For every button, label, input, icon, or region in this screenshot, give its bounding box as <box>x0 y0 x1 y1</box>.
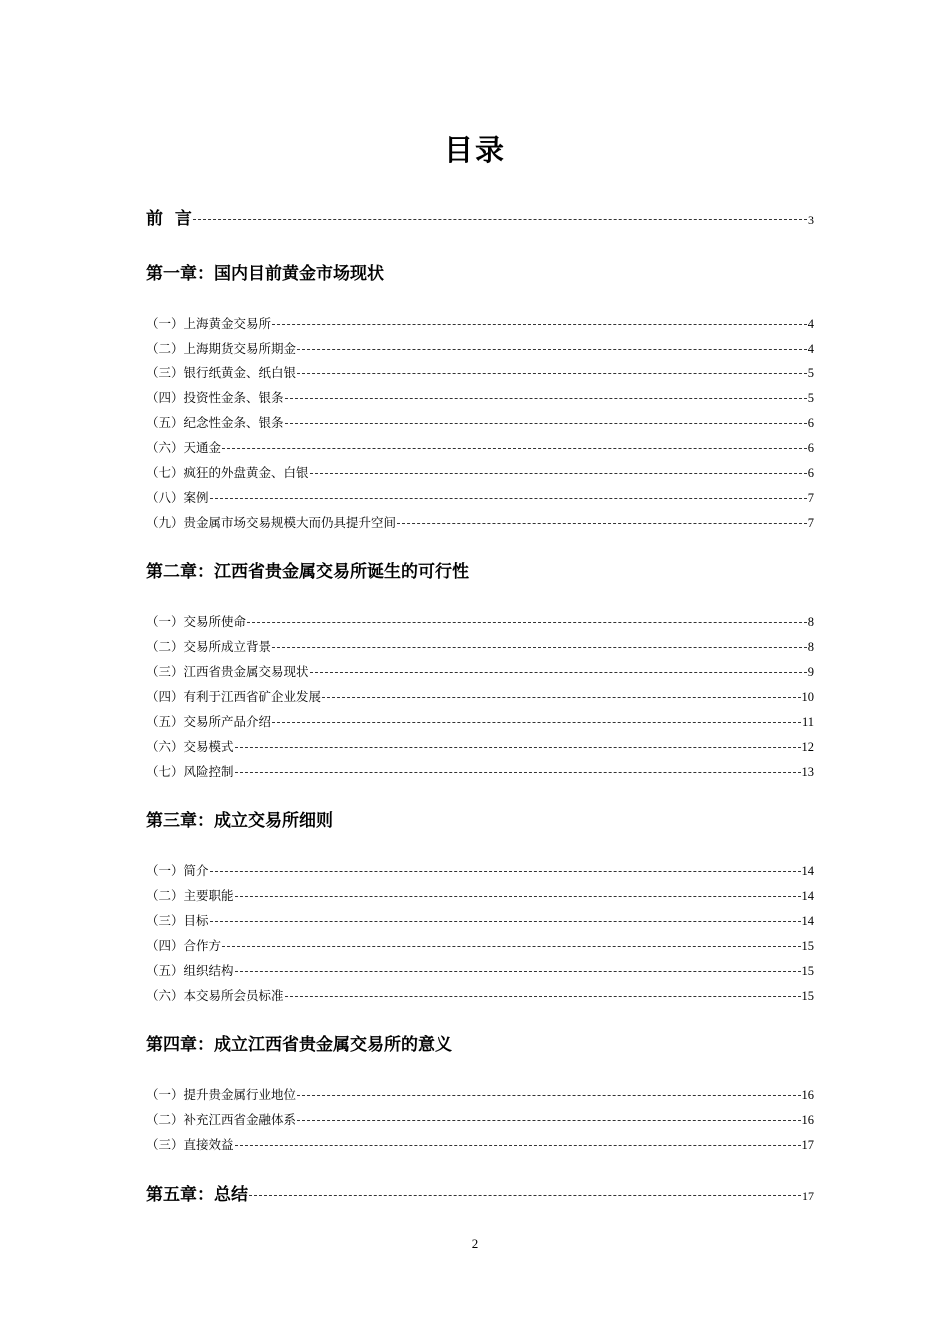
toc-entry-label: （六）交易模式 <box>146 739 234 754</box>
toc-entry[interactable] <box>146 612 814 632</box>
dot-leader <box>285 996 801 997</box>
dot-leader <box>272 647 807 648</box>
toc-entry-preface[interactable] <box>146 204 814 229</box>
toc-entry-page: 7 <box>807 491 814 505</box>
toc-entry-label: （四）合作方 <box>146 938 222 953</box>
toc-entry-label: （二）交易所成立背景 <box>146 639 272 654</box>
toc-entry[interactable] <box>146 762 814 782</box>
toc-entry-label: （一）交易所使命 <box>146 614 247 629</box>
toc-entry-page: 5 <box>807 391 814 405</box>
toc-entry-page: 7 <box>807 516 814 530</box>
dot-leader <box>285 423 807 424</box>
dot-leader <box>235 896 801 897</box>
toc-entry-label: （五）交易所产品介绍 <box>146 714 272 729</box>
dot-leader <box>193 219 807 220</box>
toc-entry-label: 前 言 <box>146 209 192 229</box>
toc-entry-page: 14 <box>801 864 814 878</box>
toc-entry-page: 15 <box>801 939 814 953</box>
toc-entry-label: （四）投资性金条、银条 <box>146 390 284 405</box>
toc-entry[interactable] <box>146 413 814 433</box>
toc-entry-page: 8 <box>807 615 814 629</box>
toc-entry[interactable] <box>146 388 814 408</box>
toc-entry[interactable] <box>146 438 814 458</box>
toc-entry-summary[interactable] <box>146 1180 814 1205</box>
toc-entry-page: 14 <box>801 889 814 903</box>
toc-entry[interactable] <box>146 961 814 981</box>
toc-entry[interactable] <box>146 1135 814 1155</box>
toc-entry[interactable] <box>146 911 814 931</box>
dot-leader <box>210 498 807 499</box>
toc-entry-page: 15 <box>801 989 814 1003</box>
toc-entry-label: （七）疯狂的外盘黄金、白银 <box>146 465 309 480</box>
toc-entry-label: （一）上海黄金交易所 <box>146 316 272 331</box>
toc-entry[interactable] <box>146 936 814 956</box>
dot-leader <box>235 1145 801 1146</box>
dot-leader <box>272 324 807 325</box>
dot-leader <box>247 622 807 623</box>
toc-entry-page: 14 <box>801 914 814 928</box>
toc-entry[interactable] <box>146 314 814 334</box>
toc-entry-page: 12 <box>801 740 814 754</box>
toc-entry-page: 16 <box>801 1088 814 1102</box>
toc-entry-page: 13 <box>801 765 814 779</box>
toc-entry-page: 3 <box>808 213 814 227</box>
toc-entry-page: 10 <box>801 690 814 704</box>
chapter-heading-3[interactable]: 第三章：成立交易所细则 <box>146 811 333 831</box>
toc-entry-page: 8 <box>807 640 814 654</box>
dot-leader <box>235 971 801 972</box>
toc-entry-label: （六）本交易所会员标准 <box>146 988 284 1003</box>
toc-entry[interactable] <box>146 513 814 533</box>
dot-leader <box>235 747 801 748</box>
toc-entry[interactable] <box>146 687 814 707</box>
toc-entry[interactable] <box>146 463 814 483</box>
toc-entry-label: （二）主要职能 <box>146 888 234 903</box>
toc-entry[interactable] <box>146 986 814 1006</box>
dot-leader <box>297 373 807 374</box>
toc-entry-label: （五）纪念性金条、银条 <box>146 415 284 430</box>
toc-entry-label: （八）案例 <box>146 490 209 505</box>
toc-entry[interactable] <box>146 662 814 682</box>
toc-entry-label: （一）提升贵金属行业地位 <box>146 1087 297 1102</box>
chapter-heading-2[interactable]: 第二章：江西省贵金属交易所诞生的可行性 <box>146 562 469 582</box>
page-number: 2 <box>471 1236 479 1251</box>
dot-leader <box>310 473 807 474</box>
toc-title: 目录 <box>443 133 506 167</box>
toc-entry[interactable] <box>146 363 814 383</box>
dot-leader <box>397 523 807 524</box>
dot-leader <box>210 921 801 922</box>
toc-entry-page: 11 <box>801 715 814 729</box>
chapter-heading-1[interactable]: 第一章：国内目前黄金市场现状 <box>146 264 384 284</box>
toc-entry[interactable] <box>146 737 814 757</box>
dot-leader <box>272 722 801 723</box>
toc-entry[interactable] <box>146 339 814 359</box>
toc-entry[interactable] <box>146 1110 814 1130</box>
toc-entry-page: 6 <box>807 441 814 455</box>
toc-entry-label: 第五章：总结 <box>146 1185 248 1205</box>
toc-entry-label: （三）银行纸黄金、纸白银 <box>146 365 297 380</box>
dot-leader <box>297 1120 800 1121</box>
toc-entry-page: 5 <box>807 366 814 380</box>
toc-entry-label: （九）贵金属市场交易规模大而仍具提升空间 <box>146 515 397 530</box>
toc-entry-label: （六）天通金 <box>146 440 222 455</box>
dot-leader <box>297 1095 800 1096</box>
toc-entry[interactable] <box>146 861 814 881</box>
toc-entry[interactable] <box>146 886 814 906</box>
toc-entry[interactable] <box>146 1085 814 1105</box>
toc-entry[interactable] <box>146 637 814 657</box>
toc-entry-label: （四）有利于江西省矿企业发展 <box>146 689 322 704</box>
dot-leader <box>249 1195 801 1196</box>
toc-entry-page: 15 <box>801 964 814 978</box>
dot-leader <box>222 946 800 947</box>
toc-entry[interactable] <box>146 712 814 732</box>
dot-leader <box>210 871 801 872</box>
toc-entry-page: 4 <box>807 317 814 331</box>
toc-entry-label: （二）补充江西省金融体系 <box>146 1112 297 1127</box>
toc-entry-label: （五）组织结构 <box>146 963 234 978</box>
toc-entry-label: （一）简介 <box>146 863 209 878</box>
dot-leader <box>322 697 800 698</box>
toc-entry-page: 17 <box>802 1189 814 1203</box>
toc-entry-label: （二）上海期货交易所期金 <box>146 341 297 356</box>
dot-leader <box>285 398 807 399</box>
toc-entry-page: 6 <box>807 416 814 430</box>
dot-leader <box>297 349 807 350</box>
toc-entry-label: （三）江西省贵金属交易现状 <box>146 664 309 679</box>
toc-entry-page: 4 <box>807 342 814 356</box>
dot-leader <box>222 448 807 449</box>
chapter-heading-4[interactable]: 第四章：成立江西省贵金属交易所的意义 <box>146 1035 452 1055</box>
toc-entry-page: 17 <box>801 1138 814 1152</box>
toc-entry-page: 16 <box>801 1113 814 1127</box>
toc-entry-page: 6 <box>807 466 814 480</box>
toc-entry-label: （三）目标 <box>146 913 209 928</box>
dot-leader <box>310 672 807 673</box>
toc-entry[interactable] <box>146 488 814 508</box>
toc-entry-page: 9 <box>807 665 814 679</box>
dot-leader <box>235 772 801 773</box>
toc-entry-label: （七）风险控制 <box>146 764 234 779</box>
toc-entry-label: （三）直接效益 <box>146 1137 234 1152</box>
